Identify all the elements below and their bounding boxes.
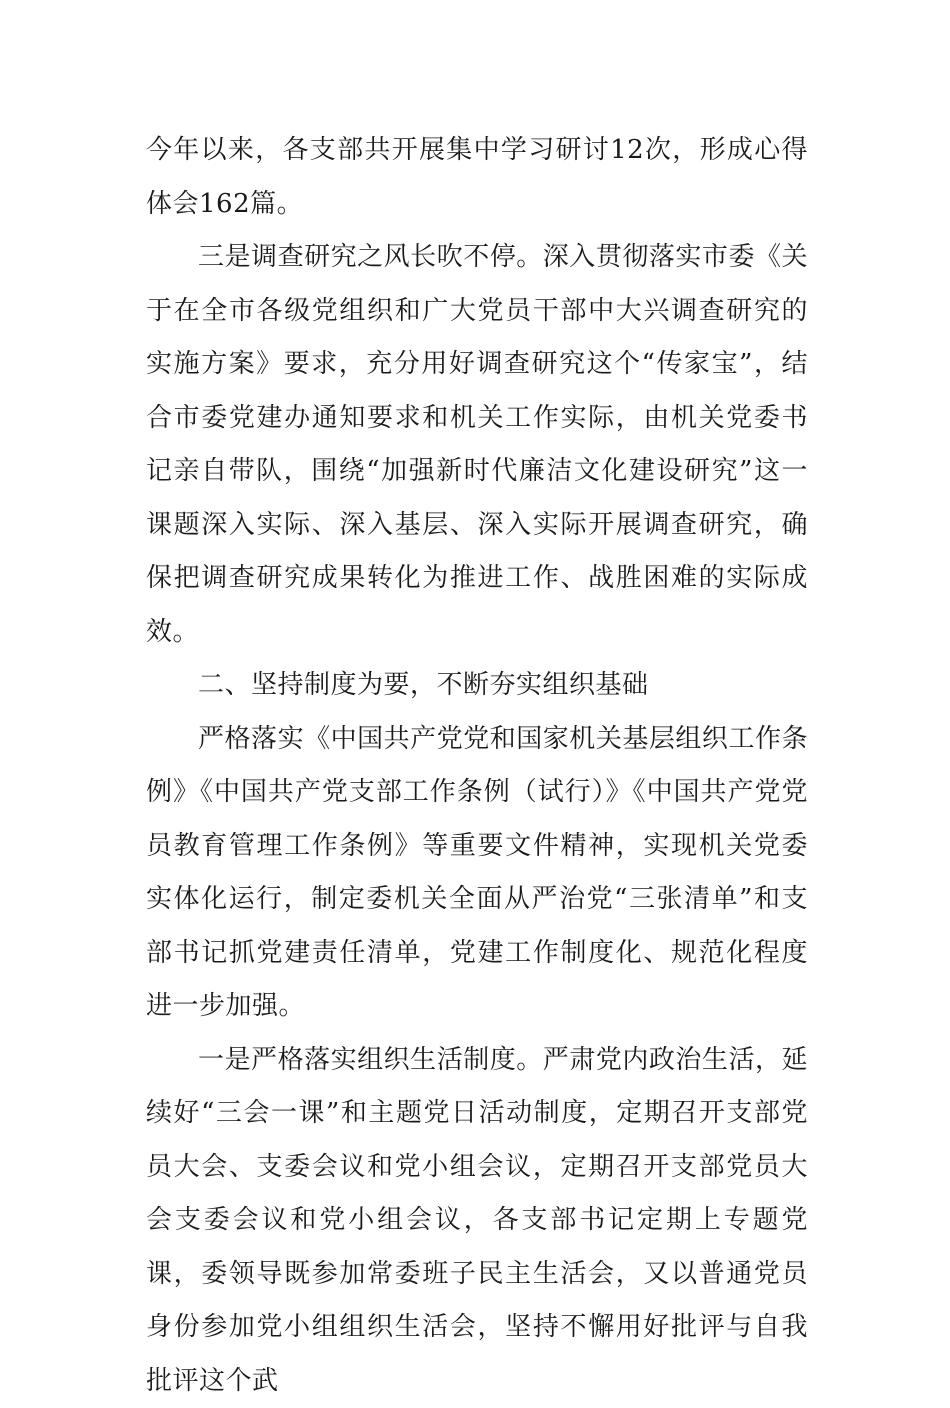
document-body [146, 124, 808, 1408]
paragraph-regulations: 严格落实《中国共产党党和国家机关基层组织工作条例》《中国共产党支部工作条例（试行）》《中国共产党党员教育管理工作条例》等重要文件精神，实现机关党委实体化运行，制定委机关全面从严治党“三张清单”和支部书记抓党建责任清单，党建工作制度化、规范化程度进一步加强。 [146, 713, 808, 1034]
paragraph-research: 三是调查研究之风长吹不停。深入贯彻落实市委《关于在全市各级党组织和广大党员干部中大兴调查研究的实施方案》要求，充分用好调查研究这个“传家宝”，结合市委党建办通知要求和机关工作实际，由机关党委书记亲自带队，围绕“加强新时代廉洁文化建设研究”这一课题深入实际、深入基层、深入实际开展调查研究，确保把调查研究成果转化为推进工作、战胜困难的实际成效。 [146, 231, 808, 659]
section-heading: 二、坚持制度为要，不断夯实组织基础 [146, 659, 808, 713]
paragraph-organization-life: 一是严格落实组织生活制度。严肃党内政治生活，延续好“三会一课”和主题党日活动制度，定期召开支部党员大会、支委会议和党小组会议，定期召开支部党员大会支委会议和党小组会议，各支部书记定期上专题党课，委领导既参加常委班子民主生活会，又以普通党员身份参加党小组组织生活会，坚持不懈用好批评与自我批评这个武 [146, 1034, 808, 1408]
paragraph-continuation: 今年以来，各支部共开展集中学习研讨12次，形成心得体会162篇。 [146, 124, 808, 231]
